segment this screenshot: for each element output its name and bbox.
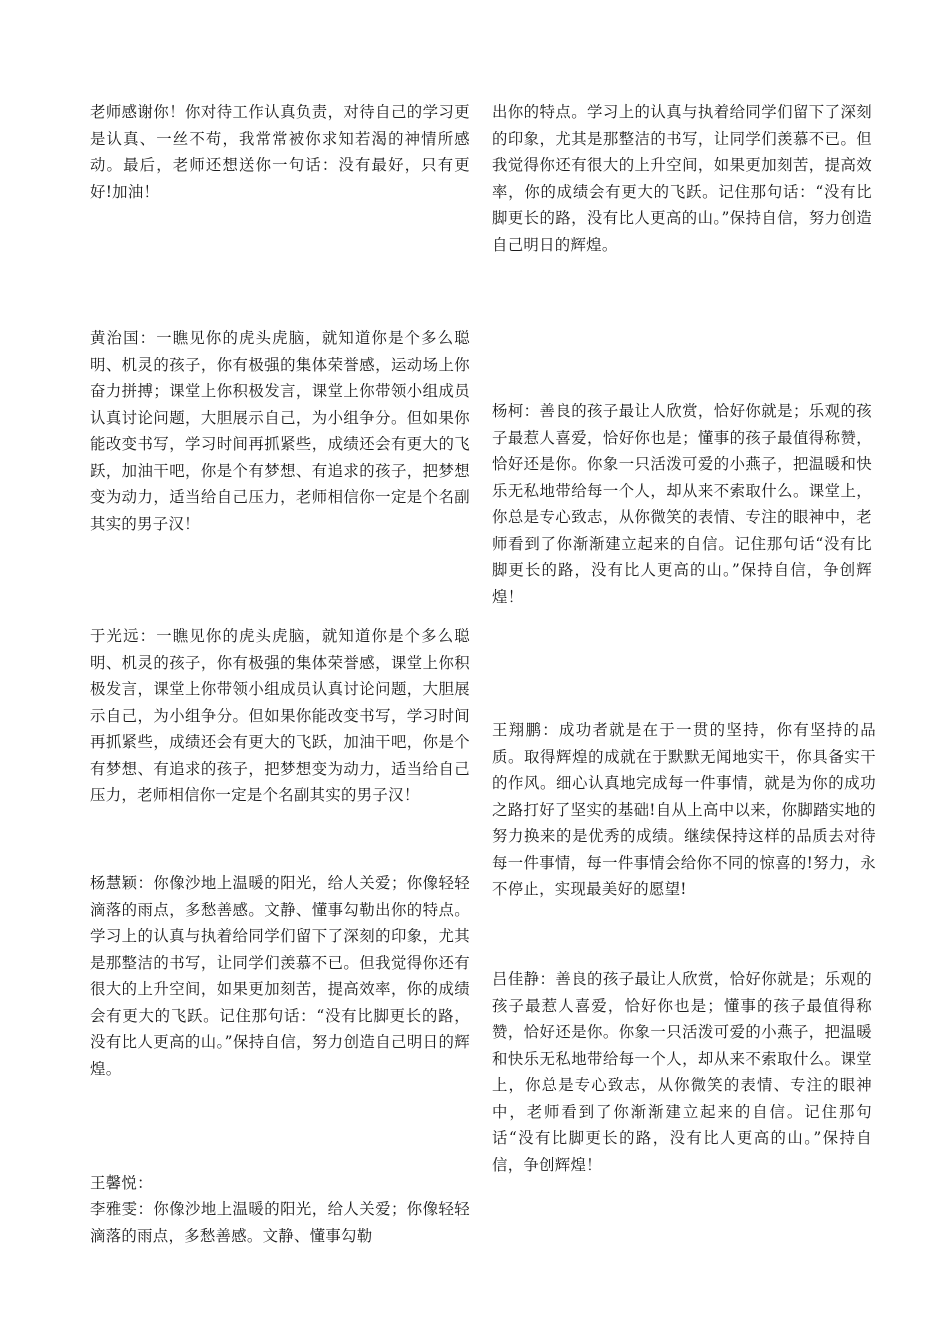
comment-wang-xinyue: 王馨悦： xyxy=(90,1174,153,1192)
comment-huang-zhiguo: 黄治国：一瞧见你的虎头虎脑，就知道你是个多么聪明、机灵的孩子，你有极强的集体荣誉感，运动场上你奋力拼搏；课堂上你积极发言，课堂上你带领小组成员认真讨论问题，大胆展示自己，为小组争分。但如果你能改变书写，学习时间再抓紧些，成绩还会有更大的飞跃，加油干吧，你是个有梦想、有追求的孩子，把梦想变为动力，适当给自己压力，老师相信你一定是个名副其实的男子汉！ xyxy=(90,329,470,533)
comment-yang-huiying: 杨慧颖：你像沙地上温暖的阳光，给人关爱；你像轻轻滴落的雨点，多愁善感。文静、懂事勾勒出你的特点。学习上的认真与执着给同学们留下了深刻的印象，尤其是那整洁的书写，让同学们羡慕不已。但我觉得你还有很大的上升空间，如果更加刻苦，提高效率，你的成绩会有更大的飞跃。记住那句话：“没有比脚更长的路，没有比人更高的山。”保持自信，努力创造自己明日的辉煌。 xyxy=(90,874,470,1078)
comment-yang-ke: 杨柯：善良的孩子最让人欣赏，恰好你就是；乐观的孩子最惹人喜爱，恰好你也是；懂事的孩子最值得称赞，恰好还是你。你象一只活泼可爱的小燕子，把温暖和快乐无私地带给每一个人，却从来不索取什么。课堂上，你总是专心致志，从你微笑的表情、专注的眼神中，老师看到了你渐渐建立起来的自信。记住那句话“没有比脚更长的路，没有比人更高的山。”保持自信，争创辉煌！ xyxy=(492,402,872,606)
comment-teacher-thanks: 老师感谢你！你对待工作认真负责，对待自己的学习更是认真、一丝不苟，我常常被你求知若渴的神情所感动。最后，老师还想送你一句话：没有最好，只有更好!加油！ xyxy=(90,103,470,201)
comment-continued-top: 出你的特点。学习上的认真与执着给同学们留下了深刻的印象，尤其是那整洁的书写，让同学们羡慕不已。但我觉得你还有很大的上升空间，如果更加刻苦，提高效率，你的成绩会有更大的飞跃。记住那句话：“没有比脚更长的路，没有比人更高的山。”保持自信，努力创造自己明日的辉煌。 xyxy=(492,103,872,254)
comment-yu-guangyuan: 于光远：一瞧见你的虎头虎脑，就知道你是个多么聪明、机灵的孩子，你有极强的集体荣誉感，课堂上你积极发言，课堂上你带领小组成员认真讨论问题，大胆展示自己，为小组争分。但如果你能改变书写，学习时间再抓紧些，成绩还会有更大的飞跃，加油干吧，你是个有梦想、有追求的孩子，把梦想变为动力，适当给自己压力，老师相信你一定是个名副其实的男子汉！ xyxy=(90,627,470,804)
comment-lv-jiajing: 吕佳静：善良的孩子最让人欣赏，恰好你就是；乐观的孩子最惹人喜爱，恰好你也是；懂事的孩子最值得称赞，恰好还是你。你象一只活泼可爱的小燕子，把温暖和快乐无私地带给每一个人，却从来不索取什么。课堂上，你总是专心致志，从你微笑的表情、专注的眼神中，老师看到了你渐渐建立起来的自信。记住那句话“没有比脚更长的路，没有比人更高的山。”保持自信，争创辉煌！ xyxy=(492,970,872,1174)
comment-li-yawen: 李雅雯：你像沙地上温暖的阳光，给人关爱；你像轻轻滴落的雨点，多愁善感。文静、懂事勾勒 xyxy=(90,1200,470,1245)
comment-wang-xiangpeng: 王翔鹏：成功者就是在于一贯的坚持，你有坚持的品质。取得辉煌的成就在于默默无闻地实干，你具备实干的作风。细心认真地完成每一件事情，就是为你的成功之路打好了坚实的基础!自从上高中以来，你脚踏实地的努力换来的是优秀的成绩。继续保持这样的品质去对待每一件事情，每一件事情会给你不同的惊喜的!努力，永不停止，实现最美好的愿望! xyxy=(492,721,876,898)
